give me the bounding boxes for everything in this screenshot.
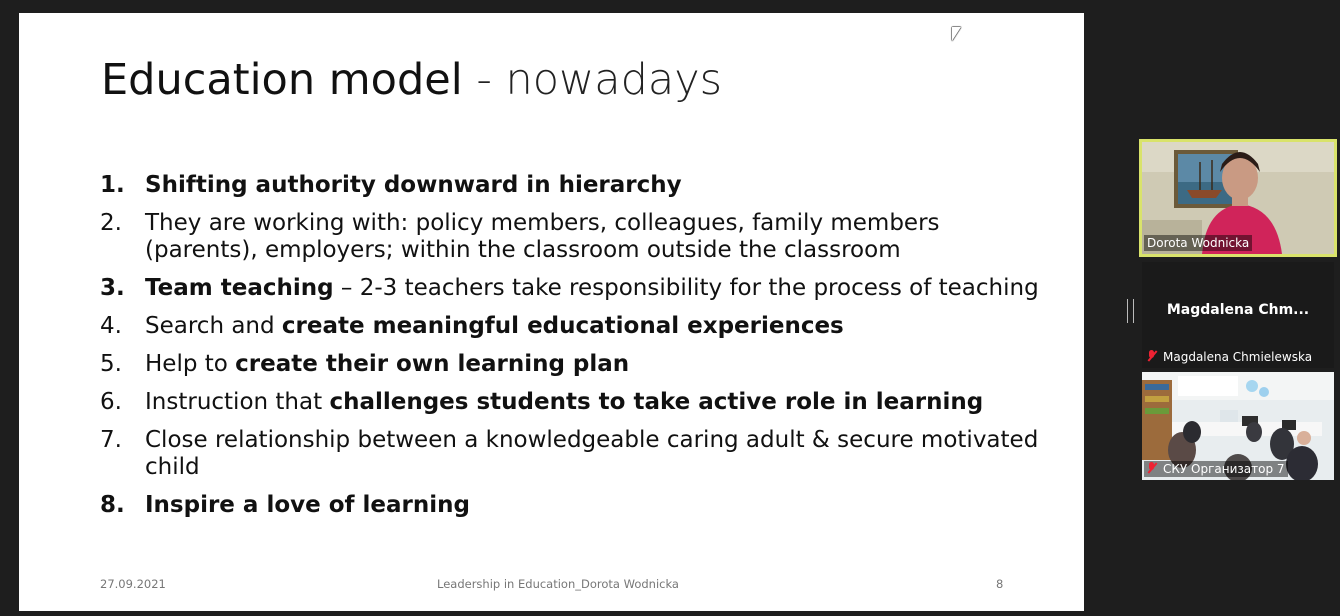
slide-list-text: They are working with: policy members, colleagues, family members (parents), employers; within the classroom outside the classroom [145, 210, 940, 263]
slide-footer-title: Leadership in Education_Dorota Wodnicka [437, 577, 679, 591]
participant-name: Dorota Wodnicka [1144, 235, 1252, 251]
panel-resize-handle[interactable] [1127, 299, 1134, 323]
slide-list-item [100, 275, 1050, 302]
participant-name-row [1144, 349, 1315, 365]
slide-list-number: 6. [100, 389, 122, 415]
slide-list-item [100, 427, 1050, 481]
slide-list-item [100, 492, 1050, 519]
mouse-cursor-icon [952, 27, 961, 41]
slide-list-text: Shifting authority downward in hierarchy [145, 172, 682, 198]
slide-list-text: Close relationship between a knowledgeable caring adult & secure motivated child [145, 427, 1039, 480]
slide-list-text: Instruction that [145, 389, 330, 415]
slide-list-item [100, 172, 1050, 199]
slide-list-item [100, 389, 1050, 416]
muted-microphone-icon [1147, 350, 1157, 362]
slide-title-main: Education model [101, 55, 463, 105]
slide-list-text: create meaningful educational experiences [281, 313, 844, 339]
slide-list-text: – 2-3 teachers take responsibility for the process of teaching [333, 275, 1039, 301]
slide-list-item [100, 351, 1050, 378]
slide-list-number: 1. [100, 172, 125, 198]
participant-name: Magdalena Chmielewska [1163, 350, 1313, 364]
muted-microphone-icon [1147, 462, 1157, 474]
participant-tile-classroom[interactable] [1142, 372, 1334, 480]
slide-list-text: Help to [145, 351, 236, 377]
slide-list-number: 8. [100, 492, 125, 518]
participant-name-row [1144, 461, 1288, 477]
slide-list-text: Team teaching [145, 275, 334, 301]
participant-tile-magdalena[interactable] [1142, 262, 1334, 368]
slide-list-number: 5. [100, 351, 122, 377]
participant-tile-dorota[interactable] [1142, 142, 1334, 254]
slide-page-number: 8 [996, 577, 1004, 591]
slide-list-item [100, 313, 1050, 340]
slide-list-text: challenges students to take active role in learning [329, 389, 984, 415]
slide-list-number: 4. [100, 313, 122, 339]
participant-name: СКУ Организатор 7 [1163, 462, 1285, 476]
slide-footer-date: 27.09.2021 [100, 577, 166, 591]
presentation-slide [19, 13, 1084, 611]
slide-list-text: Search and [145, 313, 282, 339]
slide-list-item [100, 210, 1050, 264]
participant-display-name: Magdalena Chm... [1166, 302, 1310, 318]
slide-title-sub: - nowadays [476, 55, 723, 105]
slide-list-number: 7. [100, 427, 122, 453]
slide-list-text: Inspire a love of learning [145, 492, 470, 518]
slide-title [101, 55, 722, 107]
slide-bullet-list [100, 172, 1050, 530]
slide-list-text: create their own learning plan [235, 351, 630, 377]
slide-list-number: 2. [100, 210, 122, 236]
slide-list-number: 3. [100, 275, 125, 301]
